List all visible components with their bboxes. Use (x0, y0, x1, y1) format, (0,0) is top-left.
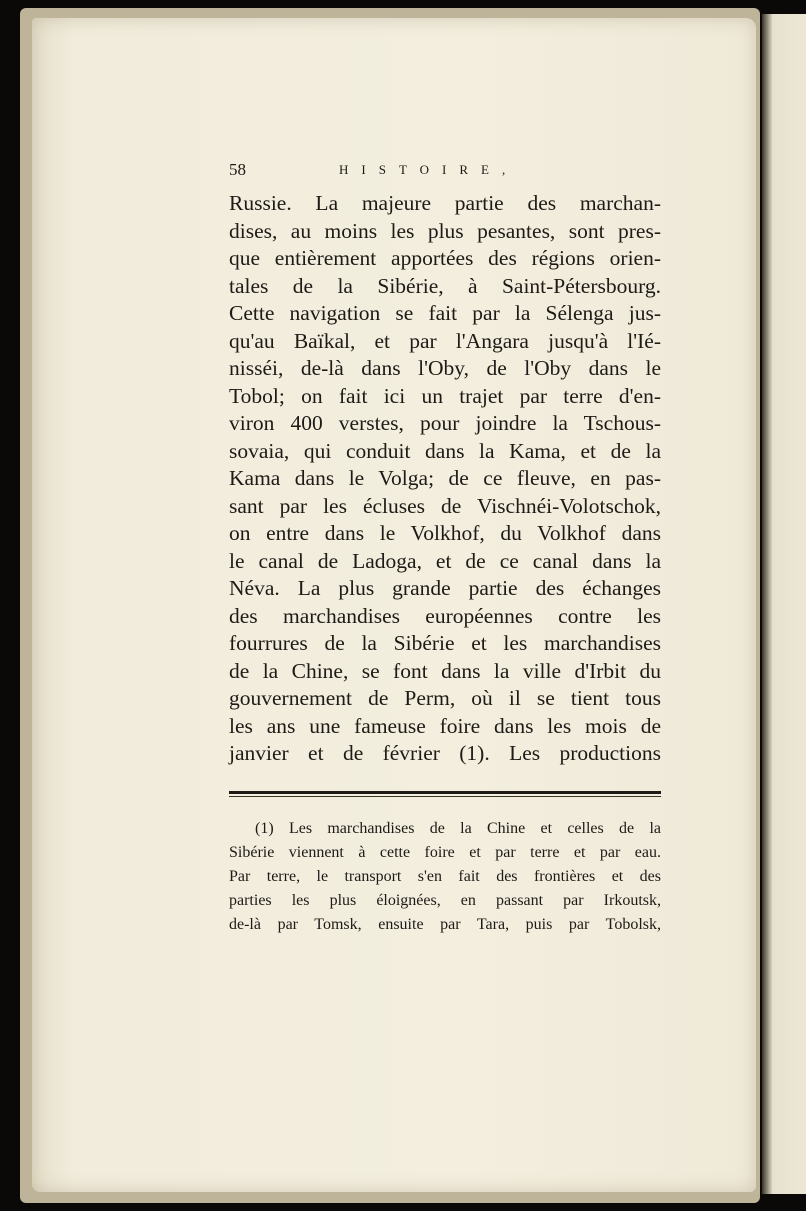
separator-thick-rule (229, 791, 661, 794)
facing-page-edge (762, 14, 806, 1194)
body-line: Néva. La plus grande partie des échanges (229, 576, 661, 600)
body-line: Cette navigation se fait par la Sélenga jus- (229, 301, 661, 325)
footnote-line: Sibérie viennent à cette foire et par terre et par eau. (229, 844, 661, 861)
body-line: dises, au moins les plus pesantes, sont pres- (229, 218, 661, 243)
body-text (229, 190, 661, 768)
body-line: Tobol; on fait ici un trajet par terre d'en- (229, 383, 661, 408)
page-number: 58 (229, 160, 246, 179)
body-line: viron 400 verstes, pour joindre la Tschous- (229, 411, 661, 435)
footnote-line: de-là par Tomsk, ensuite par Tara, puis par Tobolsk, (229, 916, 661, 933)
body-line: Russie. La majeure partie des marchan- (229, 191, 661, 215)
footnote-line: parties les plus éloignées, en passant par Irkoutsk, (229, 892, 661, 909)
body-line: des marchandises européennes contre les (229, 603, 661, 628)
footnote (229, 817, 661, 937)
body-line: le canal de Ladoga, et de ce canal dans la (229, 548, 661, 573)
body-line: gouvernement de Perm, où il se tient tous (229, 686, 661, 710)
body-line: que entièrement apportées des régions orien- (229, 246, 661, 270)
body-line: nisséi, de-là dans l'Oby, de l'Oby dans le (229, 356, 661, 380)
body-line: de la Chine, se font dans la ville d'Irbit du (229, 658, 661, 683)
body-line: tales de la Sibérie, à Saint-Pétersbourg. (229, 273, 661, 298)
running-title: HISTOIRE, (339, 162, 519, 177)
body-line: qu'au Baïkal, et par l'Angara jusqu'à l'Ié- (229, 328, 661, 353)
body-line: janvier et de février (1). Les productions (229, 741, 661, 765)
body-line: sant par les écluses de Vischnéi-Volotschok, (229, 493, 661, 518)
body-line: on entre dans le Volkhof, du Volkhof dans (229, 521, 661, 545)
body-line: fourrures de la Sibérie et les marchandises (229, 631, 661, 655)
body-line: Kama dans le Volga; de ce fleuve, en pas- (229, 466, 661, 490)
footnote-separator (229, 789, 661, 799)
footnote-line: (1) Les marchandises de la Chine et celles de la (255, 820, 661, 837)
page-header (229, 160, 661, 184)
footnote-line: Par terre, le transport s'en fait des frontières et des (229, 868, 661, 885)
separator-thin-rule (229, 796, 661, 797)
body-line: sovaia, qui conduit dans la Kama, et de la (229, 438, 661, 463)
body-line: les ans une fameuse foire dans les mois de (229, 713, 661, 738)
